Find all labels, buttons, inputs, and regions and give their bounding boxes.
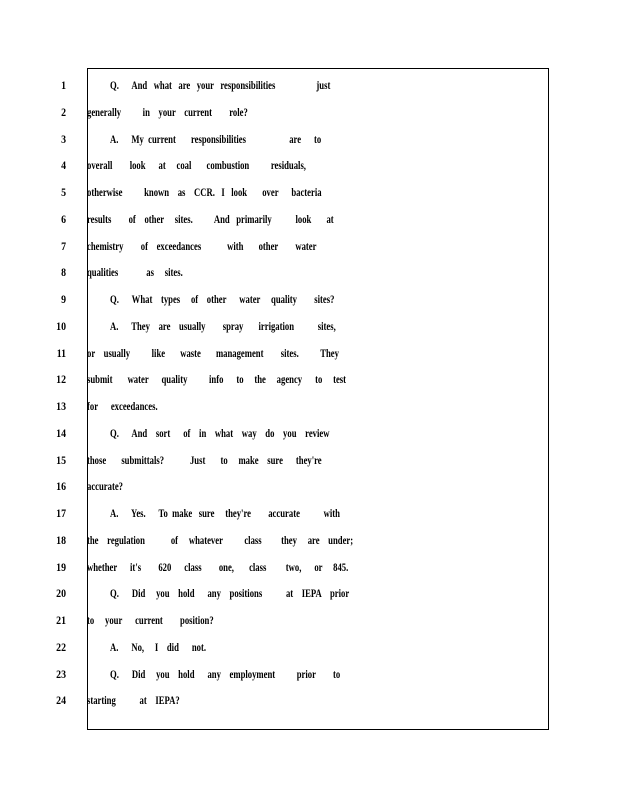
line-number: 14 <box>56 426 66 440</box>
line-number: 19 <box>56 560 66 574</box>
transcript-line: qualities as sites. <box>87 265 183 279</box>
line-number: 9 <box>61 292 66 306</box>
transcript-line: starting at IEPA? <box>87 693 180 707</box>
transcript-line: results of other sites. And primarily look at <box>87 212 334 226</box>
transcript-line: Q. Did you hold any employment prior to <box>110 667 341 681</box>
line-number: 16 <box>56 479 66 493</box>
line-number: 6 <box>61 212 66 226</box>
line-number: 5 <box>61 185 66 199</box>
transcript-line: those submittals? Just to make sure they're <box>87 453 322 467</box>
transcript-line: whether it's 620 class one, class two, or 845. <box>87 560 349 574</box>
transcript-line: Q. And what are your responsibilities just <box>110 78 331 92</box>
transcript-line: or usually like waste management sites. They <box>87 346 339 360</box>
transcript-line: accurate? <box>87 479 123 493</box>
line-number: 10 <box>56 319 66 333</box>
line-number: 13 <box>56 399 66 413</box>
transcript-line: generally in your current role? <box>87 105 248 119</box>
transcript-line: A. They are usually spray irrigation sites, <box>110 319 336 333</box>
transcript-line: Q. And sort of in what way do you review <box>110 426 330 440</box>
transcript-line: Q. What types of other water quality sites? <box>110 292 335 306</box>
line-number: 22 <box>56 640 66 654</box>
line-number: 1 <box>61 78 66 92</box>
transcript-line: A. No, I did not. <box>110 640 207 654</box>
line-number: 15 <box>56 453 66 467</box>
line-number: 2 <box>61 105 66 119</box>
transcript-line: A. My current responsibilities are to <box>110 132 322 146</box>
line-number: 23 <box>56 667 66 681</box>
line-number: 3 <box>61 132 66 146</box>
transcript-line: Q. Did you hold any positions at IEPA prior <box>110 586 350 600</box>
line-number: 21 <box>56 613 66 627</box>
transcript-line: chemistry of exceedances with other water <box>87 239 317 253</box>
transcript-line: overall look at coal combustion residuals, <box>87 158 306 172</box>
transcript-line: the regulation of whatever class they are under; <box>87 533 354 547</box>
line-number: 4 <box>61 158 66 172</box>
transcript-line: otherwise known as CCR. I look over bacteria <box>87 185 322 199</box>
line-number: 20 <box>56 586 66 600</box>
transcript-line: for exceedances. <box>87 399 158 413</box>
line-number: 7 <box>61 239 66 253</box>
line-number: 12 <box>56 372 66 386</box>
transcript-line: A. Yes. To make sure they're accurate with <box>110 506 340 520</box>
line-number: 24 <box>56 693 66 707</box>
line-number: 18 <box>56 533 66 547</box>
transcript-line: submit water quality info to the agency to test <box>87 372 347 386</box>
transcript-line: to your current position? <box>87 613 214 627</box>
line-number: 11 <box>56 346 66 360</box>
line-number: 17 <box>56 506 66 520</box>
line-number: 8 <box>61 265 66 279</box>
